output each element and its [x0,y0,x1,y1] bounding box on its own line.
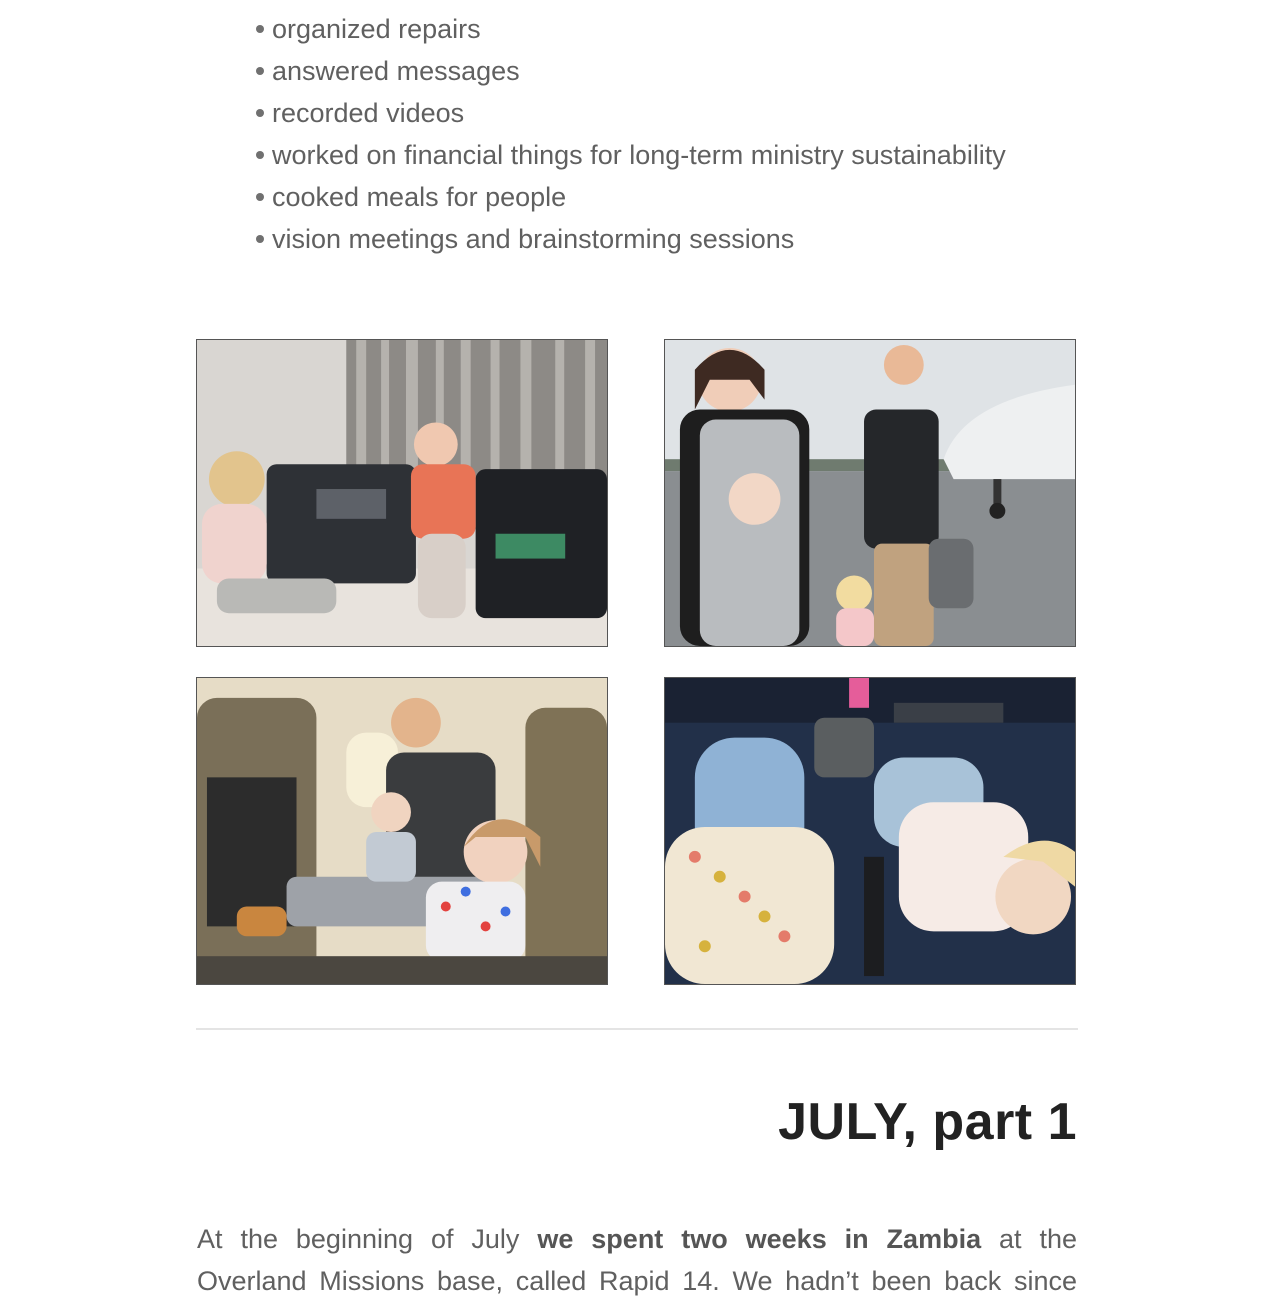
photo-kids-packing-suitcases [196,339,608,647]
photo-dad-and-kids-on-plane [196,677,608,985]
bullet-icon [256,193,264,201]
list-item: vision meetings and brainstorming sessions [256,218,1006,260]
section-heading: JULY, part 1 [778,1093,1077,1151]
list-item: cooked meals for people [256,176,1006,218]
bullet-icon [256,67,264,75]
paragraph-line-1: At the beginning of July we spent two weeks in Zambia at the [197,1224,1078,1254]
photo-kids-on-plane-floor [664,677,1076,985]
list-item: organized repairs [256,8,1006,50]
bullet-icon [256,25,264,33]
list-item: recorded videos [256,92,1006,134]
paragraph-line-2: Overland Missions base, called Rapid 14. We hadn’t been back since [197,1266,1077,1296]
bullet-icon [256,109,264,117]
activity-list [256,8,1006,260]
section-divider [196,1028,1078,1030]
bullet-icon [256,235,264,243]
list-item: worked on financial things for long-term ministry sustainability [256,134,1006,176]
bullet-icon [256,151,264,159]
list-item: answered messages [256,50,1006,92]
photo-family-on-tarmac [664,339,1076,647]
highlighted-text: we spent two weeks in Zambia [537,1224,982,1254]
section-paragraph [197,1218,1077,1302]
